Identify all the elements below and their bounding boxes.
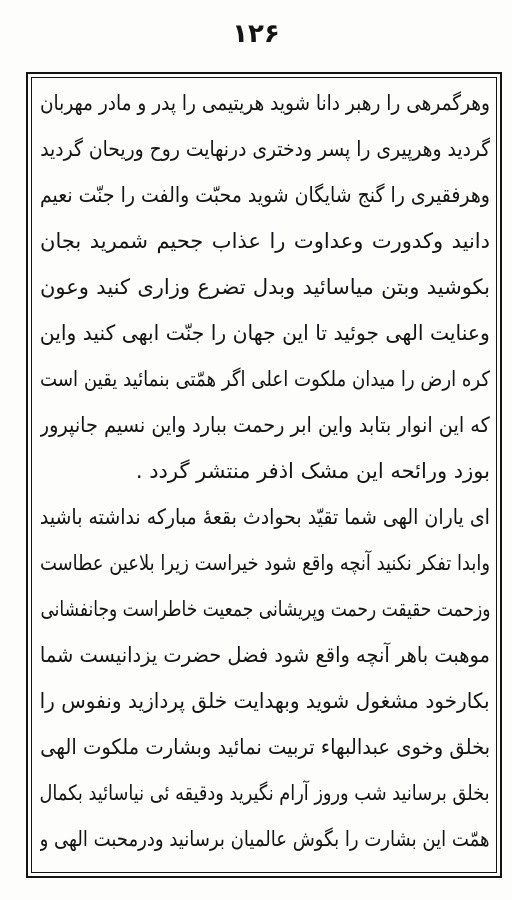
text-line-content: بکوشید وبتن میاسائید وبدل تضرع وزاری کنید وعون <box>40 275 490 299</box>
body-text <box>40 80 490 862</box>
text-line <box>40 540 490 586</box>
text-line-content: کره ارض را میدان ملکوت اعلی اگر همّتی بنمائید یقین است <box>40 367 490 391</box>
text-line <box>40 310 490 356</box>
text-line <box>40 126 490 172</box>
text-line-content: بخلق وخوی عبدالبهاء تربیت نمائید وبشارت ملکوت الهی <box>40 735 490 759</box>
text-line-content: گردید وهرپیری را پسر ودختری درنهایت روح وریحان گردید <box>40 137 490 161</box>
text-line <box>40 770 490 816</box>
text-line <box>40 586 490 632</box>
text-line-content: وهرفقیری را گنج شایگان شوید محبّت والفت را جنّت نعیم <box>40 183 490 207</box>
text-line <box>40 218 490 264</box>
text-line <box>40 80 490 126</box>
text-line <box>40 724 490 770</box>
text-line <box>40 494 490 540</box>
text-line-content: وعنایت الهی جوئید تا این جهان را جنّت ابهی کنید واین <box>40 321 490 345</box>
text-line-content: وهرگمرهی را رهبر دانا شوید هریتیمی را پدر و مادر مهربان <box>40 91 490 115</box>
text-line <box>40 264 490 310</box>
text-line-content: دانید وکدورت وعداوت را عذاب جحیم شمرید بجان <box>40 229 490 253</box>
text-line-content: وزحمت حقیقت رحمت وپریشانی جمعیت خاطراست وجانفشانی <box>40 597 490 621</box>
text-line-content: موهبت باهر آنچه واقع شود فضل حضرت یزدانیست شما <box>40 643 490 667</box>
text-line <box>40 356 490 402</box>
text-line-content: بخلق برسانید شب وروز آرام نگیرید ودقیقه ئی نیاسائید بکمال <box>40 781 490 805</box>
text-line-content: همّت این بشارت را بگوش عالمیان برسانید ودرمحبت الهی و <box>40 827 490 851</box>
text-line-content: بکارخود مشغول شوید وبهدایت خلق پردازید ونفوس را <box>40 689 490 713</box>
page-number: ۱۲۶ <box>232 19 280 49</box>
text-line <box>40 632 490 678</box>
text-line-content: که این انوار بتابد واین ابر رحمت ببارد واین نسیم جانپرور <box>40 413 490 437</box>
text-line-content: بوزد ورائحه این مشک اذفر منتشر گردد . <box>135 459 490 483</box>
text-line-paragraph-end <box>40 448 490 494</box>
text-line-content: ای یاران الهی شما تقیّد بحوادث بقعهٔ مبارکه نداشته باشید <box>40 505 490 529</box>
text-line <box>40 172 490 218</box>
text-line-content: وابدا تفکر نکنید آنچه واقع شود خیراست زیرا بلاعین عطاست <box>40 551 490 575</box>
text-line <box>40 678 490 724</box>
text-line <box>40 402 490 448</box>
text-line <box>40 816 490 862</box>
